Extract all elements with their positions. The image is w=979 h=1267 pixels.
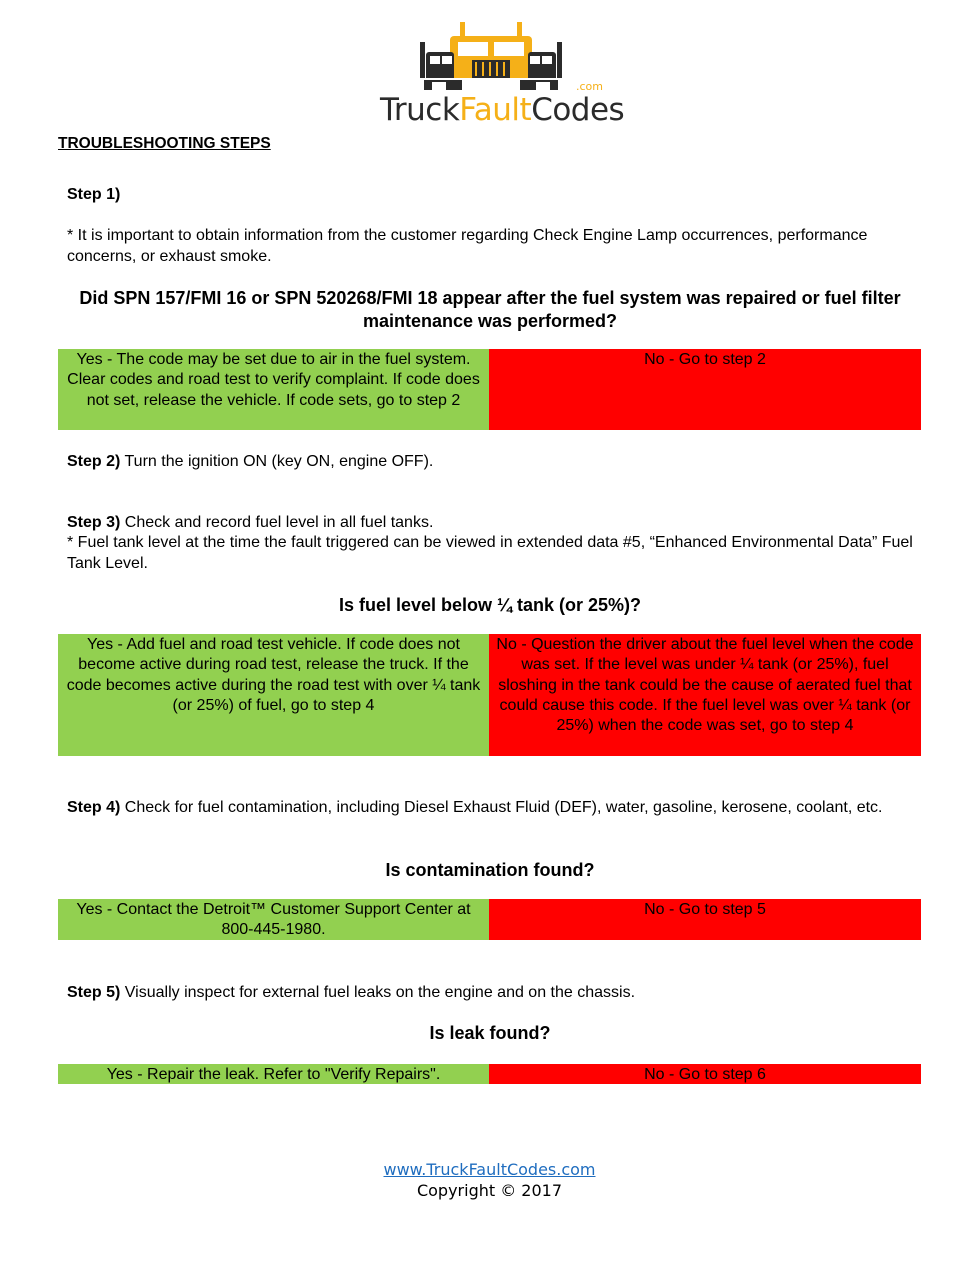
step2-text: Turn the ignition ON (key ON, engine OFF).	[120, 453, 434, 470]
step3-label: Step 3)	[67, 514, 121, 531]
step5-text: Visually inspect for external fuel leaks on the engine and on the chassis.	[120, 984, 636, 1001]
answer-4-no: No - Go to step 6	[489, 1064, 921, 1084]
answer-row-2	[58, 634, 921, 756]
logo-wordmark	[380, 92, 625, 128]
footer-website-link[interactable]: www.TruckFaultCodes.com	[383, 1160, 596, 1179]
answer-2-yes: Yes - Add fuel and road test vehicle. If code does not become active during road test, release the truck. If the code becomes active during the road test with over ¼ tank (or 25%) of fuel, go to step 4	[58, 634, 489, 756]
answer-row-1	[58, 349, 921, 430]
answer-3-yes: Yes - Contact the Detroit™ Customer Support Center at 800-445-1980.	[58, 899, 489, 940]
answer-1-yes: Yes - The code may be set due to air in the fuel system. Clear codes and road test to verify complaint. If code does not set, release the vehicle. If code sets, go to step 2	[58, 349, 489, 430]
step1-note: * It is important to obtain information from the customer regarding Check Engine Lamp occurrences, performance concerns, or exhaust smoke.	[67, 227, 868, 265]
answer-row-3	[58, 899, 921, 940]
step1-label	[67, 185, 927, 206]
logo-word-truck: Truck	[380, 92, 460, 128]
answer-4-yes: Yes - Repair the leak. Refer to "Verify Repairs".	[58, 1064, 489, 1084]
logo-dotcom: .com	[576, 80, 603, 93]
answer-1-no: No - Go to step 2	[489, 349, 921, 430]
answer-3-no: No - Go to step 5	[489, 899, 921, 940]
question-3: Is contamination found?	[385, 860, 595, 880]
question-4: Is leak found?	[429, 1023, 551, 1043]
question-2: Is fuel level below ¼ tank (or 25%)?	[338, 595, 642, 615]
step3-line	[67, 513, 927, 534]
logo-word-fault: Fault	[459, 92, 532, 128]
step5-label: Step 5)	[67, 984, 121, 1001]
step1-label-text: Step 1)	[67, 186, 121, 203]
step3-note: * Fuel tank level at the time the fault triggered can be viewed in extended data #5, “Enhanced Environmental Data” Fuel Tank Level.	[67, 534, 913, 572]
footer-copyright: Copyright © 2017	[416, 1181, 563, 1200]
site-logo	[380, 20, 625, 128]
step4-text: Check for fuel contamination, including Diesel Exhaust Fluid (DEF), water, gasoline, kerosene, coolant, etc.	[120, 799, 883, 816]
step3-text: Check and record fuel level in all fuel tanks.	[120, 514, 434, 531]
logo-word-codes: Codes	[531, 92, 625, 128]
step5-line	[67, 983, 927, 1004]
answer-2-no: No - Question the driver about the fuel level when the code was set. If the level was under ¼ tank (or 25%), fuel sloshing in the tank could be the cause of aerated fuel that could cause this code. If the fuel level was over ¼ tank (or 25%) when the code was set, go to step 4	[489, 634, 921, 756]
step2-line	[67, 452, 927, 473]
step4-label: Step 4)	[67, 799, 121, 816]
question-1: Did SPN 157/FMI 16 or SPN 520268/FMI 18 appear after the fuel system was repaired or fuel filter maintenance was performed?	[79, 288, 901, 331]
step2-label: Step 2)	[67, 453, 121, 470]
step4-line	[67, 798, 927, 819]
section-heading: TROUBLESHOOTING STEPS	[58, 135, 271, 152]
semi-truck-icon	[380, 20, 602, 94]
answer-row-4	[58, 1064, 921, 1084]
